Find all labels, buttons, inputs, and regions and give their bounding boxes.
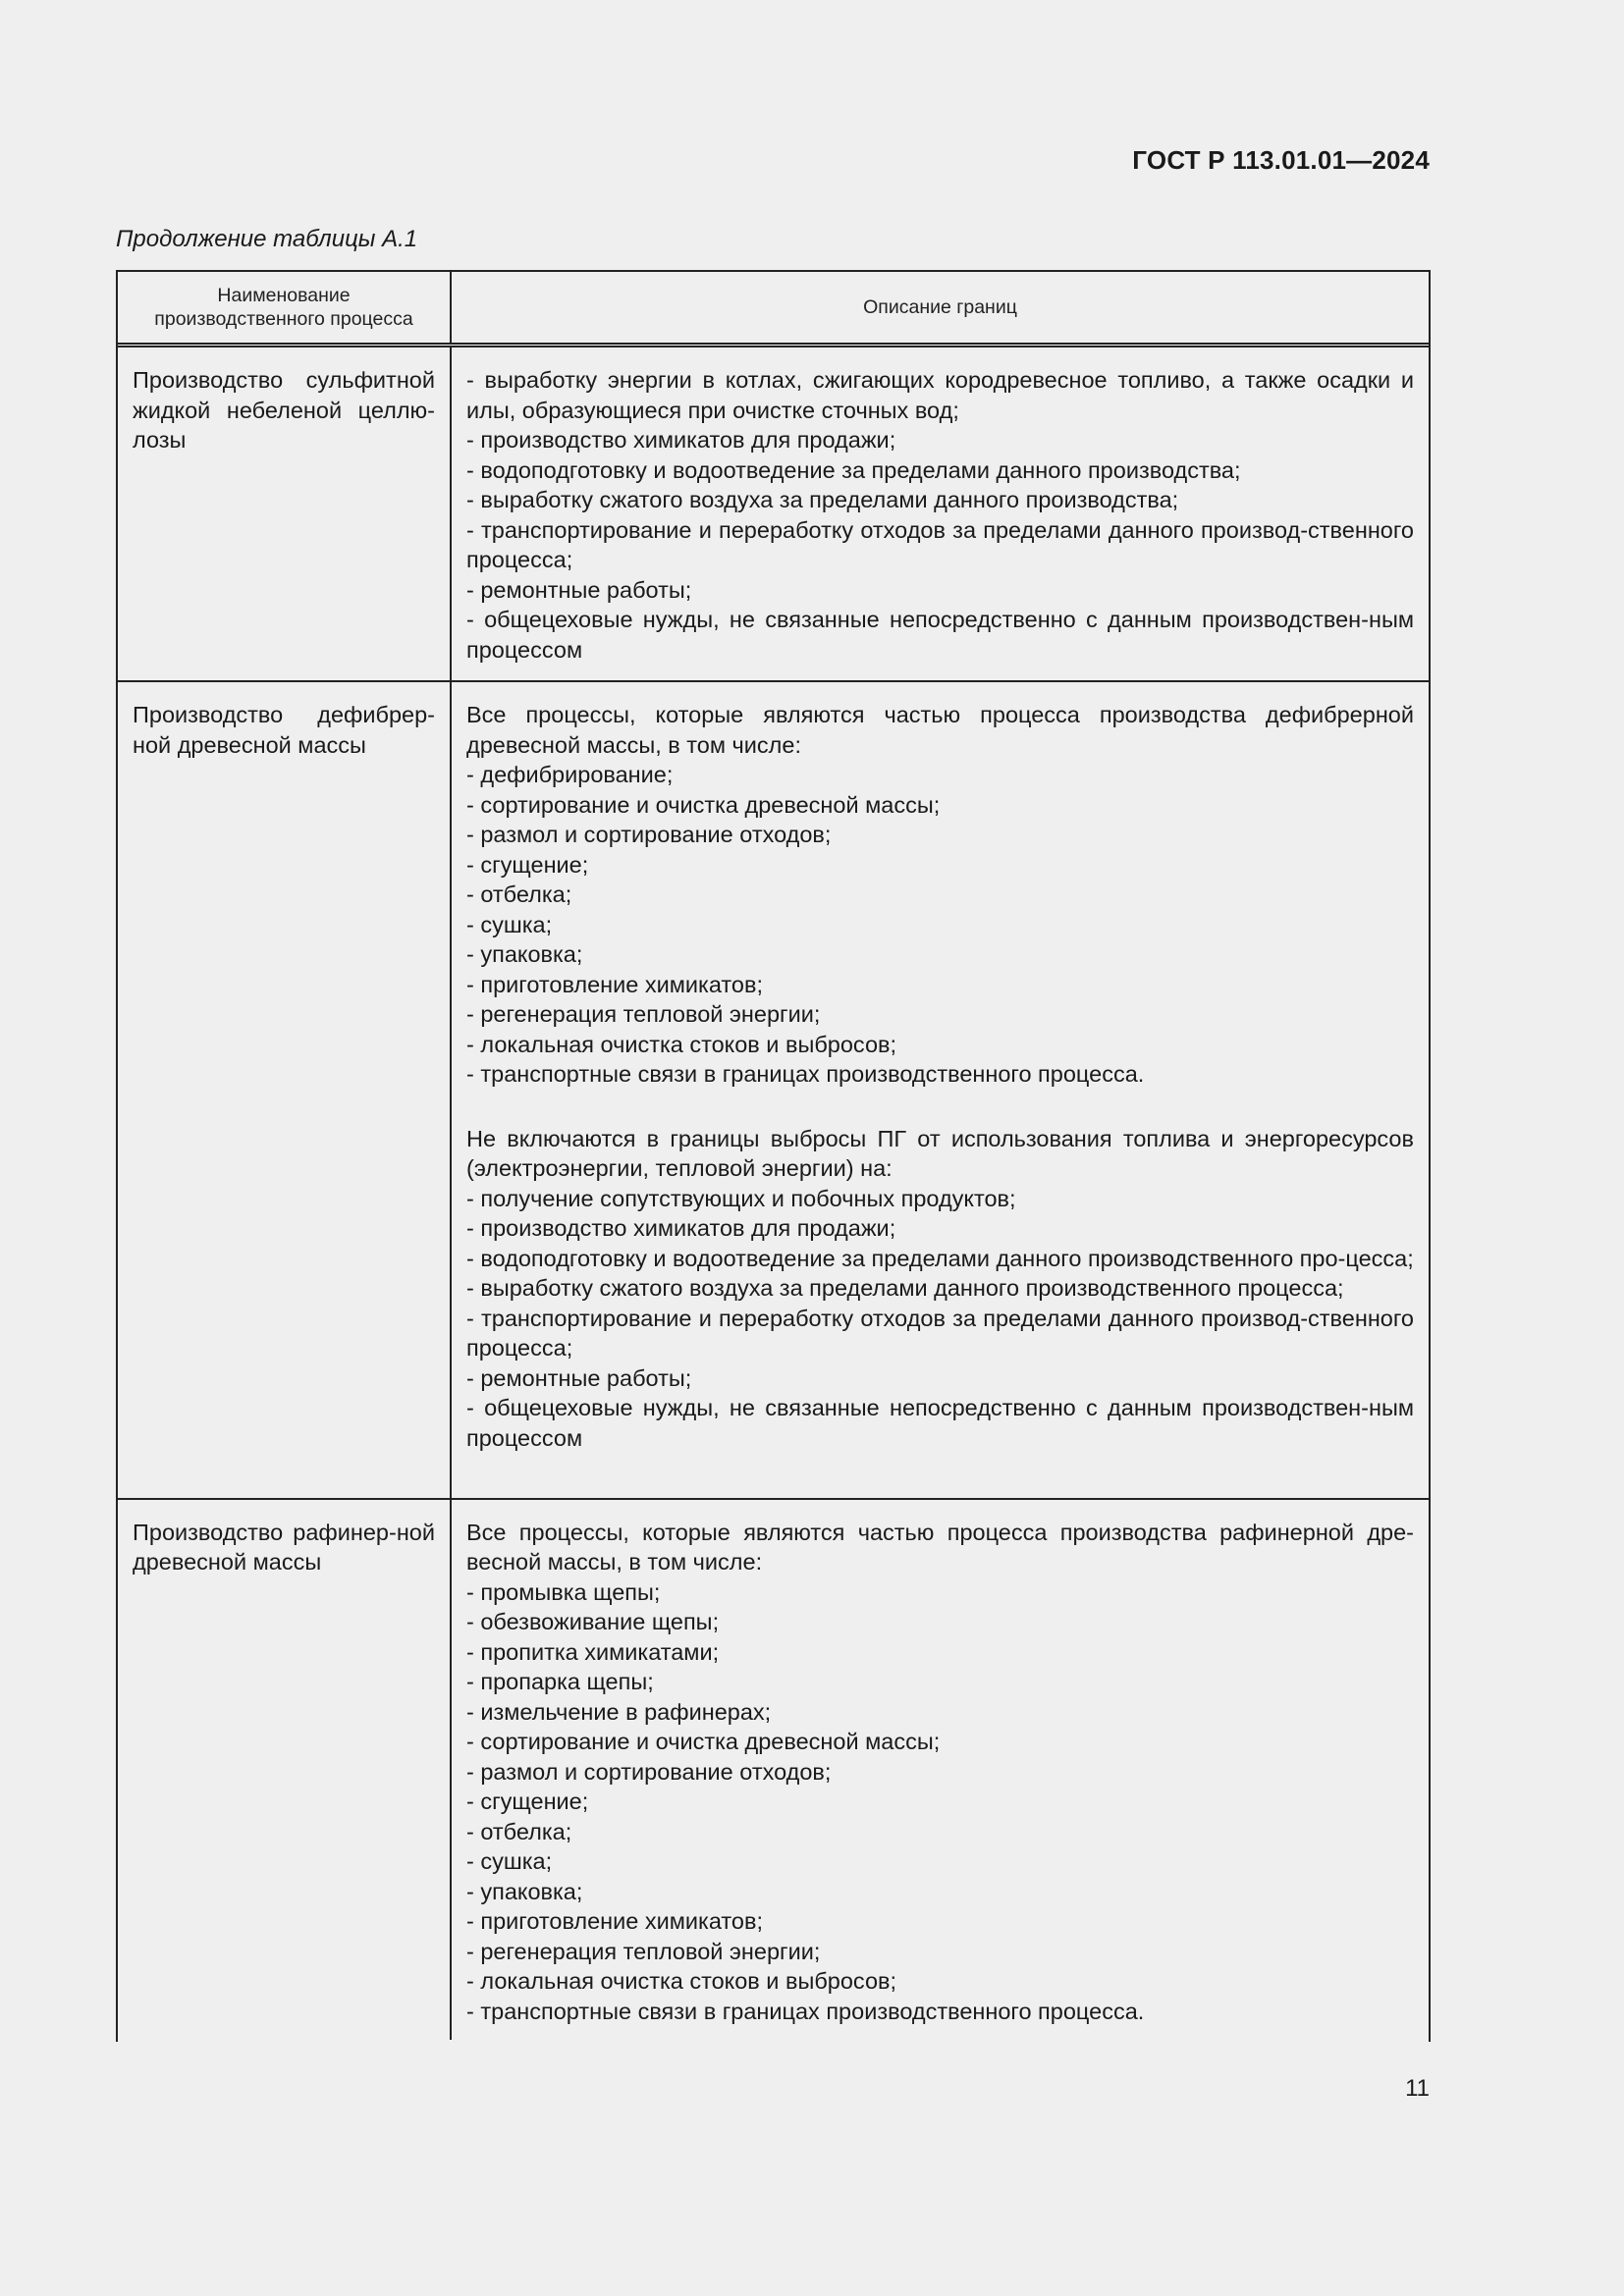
paragraph-gap [466, 1090, 1414, 1124]
page-number: 11 [1405, 2075, 1430, 2102]
boundary-list-item: - отбелка; [466, 1818, 572, 1844]
boundary-list-item: - выработку энергии в котлах, сжигающих кородревесное топливо, а также осадки и илы, образующиеся при очистке сточных вод; [466, 367, 1414, 423]
boundary-list-item: - производство химикатов для продажи; [466, 427, 896, 453]
boundary-intro-text: Все процессы, которые являются частью процесса производства рафинерной дре-весной массы, в том числе: [466, 1519, 1414, 1575]
boundary-list-item: - регенерация тепловой энергии; [466, 1001, 821, 1028]
boundary-list-item: - выработку сжатого воздуха за пределами данного производства; [466, 487, 1179, 512]
boundary-list-item: - транспортные связи в границах производственного процесса. [466, 1061, 1145, 1088]
process-boundaries-table [116, 270, 1431, 2042]
boundary-list-item: - водоподготовку и водоотведение за пределами данного производства; [466, 456, 1241, 483]
boundary-list-item: - пропитка химикатами; [466, 1638, 720, 1665]
table-body [118, 347, 1429, 2040]
boundary-list-item: - сушка; [466, 911, 553, 937]
table-row [118, 1500, 1429, 2041]
boundary-list-item: - отбелка; [466, 881, 572, 908]
process-name-cell: Производство дефибрер-ной древесной массы [118, 682, 452, 1497]
boundary-list-item: - дефибрирование; [466, 762, 674, 788]
boundary-list-item: - размол и сортирование отходов; [466, 822, 832, 848]
table-caption: Продолжение таблицы А.1 [116, 226, 418, 252]
boundary-list-item: - ремонтные работы; [466, 1364, 692, 1391]
boundary-list-item: - приготовление химикатов; [466, 971, 763, 997]
boundary-list-item: - сортирование и очистка древесной массы; [466, 1729, 941, 1754]
boundary-list-item: - водоподготовку и водоотведение за пределами данного производственного про-цесса; [466, 1245, 1414, 1271]
boundary-list-item: - сортирование и очистка древесной массы; [466, 791, 941, 818]
process-name-cell: Производство рафинер-ной древесной массы [118, 1500, 452, 2041]
boundary-list-item: - общецеховые нужды, не связанные непосредственно с данным производствен-ным процессом [466, 1395, 1414, 1451]
boundaries-cell [452, 682, 1429, 1497]
document-id-header: ГОСТ Р 113.01.01—2024 [1132, 145, 1430, 175]
boundary-list-item: - транспортирование и переработку отходов за пределами данного производ-ственного процесса; [466, 1305, 1414, 1362]
boundary-list-item: - локальная очистка стоков и выбросов; [466, 1968, 897, 1994]
table-row [118, 682, 1429, 1499]
boundary-list-item: - производство химикатов для продажи; [466, 1215, 896, 1242]
boundary-list-item: - упаковка; [466, 941, 583, 968]
boundary-list-item: - сгущение; [466, 1789, 589, 1814]
boundary-intro-text: Все процессы, которые являются частью процесса производства дефибрерной древесной массы, в том числе: [466, 702, 1414, 758]
boundary-intro-text: Не включаются в границы выбросы ПГ от использования топлива и энергоресурсов (электроэнергии, тепловой энергии) на: [466, 1125, 1414, 1182]
boundary-list-item: - общецеховые нужды, не связанные непосредственно с данным производствен-ным процессом [466, 607, 1414, 663]
table-header-row [118, 272, 1429, 347]
boundary-list-item: - сушка; [466, 1848, 553, 1874]
column-header-process-name: Наименование производственного процесса [118, 272, 452, 343]
boundary-list-item: - ремонтные работы; [466, 576, 692, 603]
boundary-list-item: - выработку сжатого воздуха за пределами данного производственного процесса; [466, 1275, 1344, 1302]
boundaries-cell [452, 1500, 1429, 2041]
table-row [118, 347, 1429, 682]
boundary-list-item: - локальная очистка стоков и выбросов; [466, 1031, 897, 1057]
boundary-list-item: - транспортирование и переработку отходов за пределами данного производ-ственного процесса; [466, 516, 1414, 572]
boundary-list-item: - регенерация тепловой энергии; [466, 1938, 821, 1964]
boundary-list-item: - упаковка; [466, 1878, 583, 1904]
boundary-list-item: - обезвоживание щепы; [466, 1609, 720, 1634]
boundary-list-item: - получение сопутствующих и побочных продуктов; [466, 1185, 1016, 1211]
boundary-list-item: - промывка щепы; [466, 1578, 661, 1605]
boundary-list-item: - приготовление химикатов; [466, 1908, 763, 1934]
column-header-boundaries: Описание границ [863, 296, 1017, 318]
process-name-cell: Производство сульфитной жидкой небеленой целлю-лозы [118, 347, 452, 680]
boundary-list-item: - измельчение в рафинерах; [466, 1698, 772, 1725]
boundary-list-item: - транспортные связи в границах производственного процесса. [466, 1998, 1145, 2024]
boundary-list-item: - сгущение; [466, 851, 589, 878]
boundary-list-item: - пропарка щепы; [466, 1669, 654, 1694]
boundaries-cell [452, 347, 1429, 680]
boundary-list-item: - размол и сортирование отходов; [466, 1758, 832, 1785]
